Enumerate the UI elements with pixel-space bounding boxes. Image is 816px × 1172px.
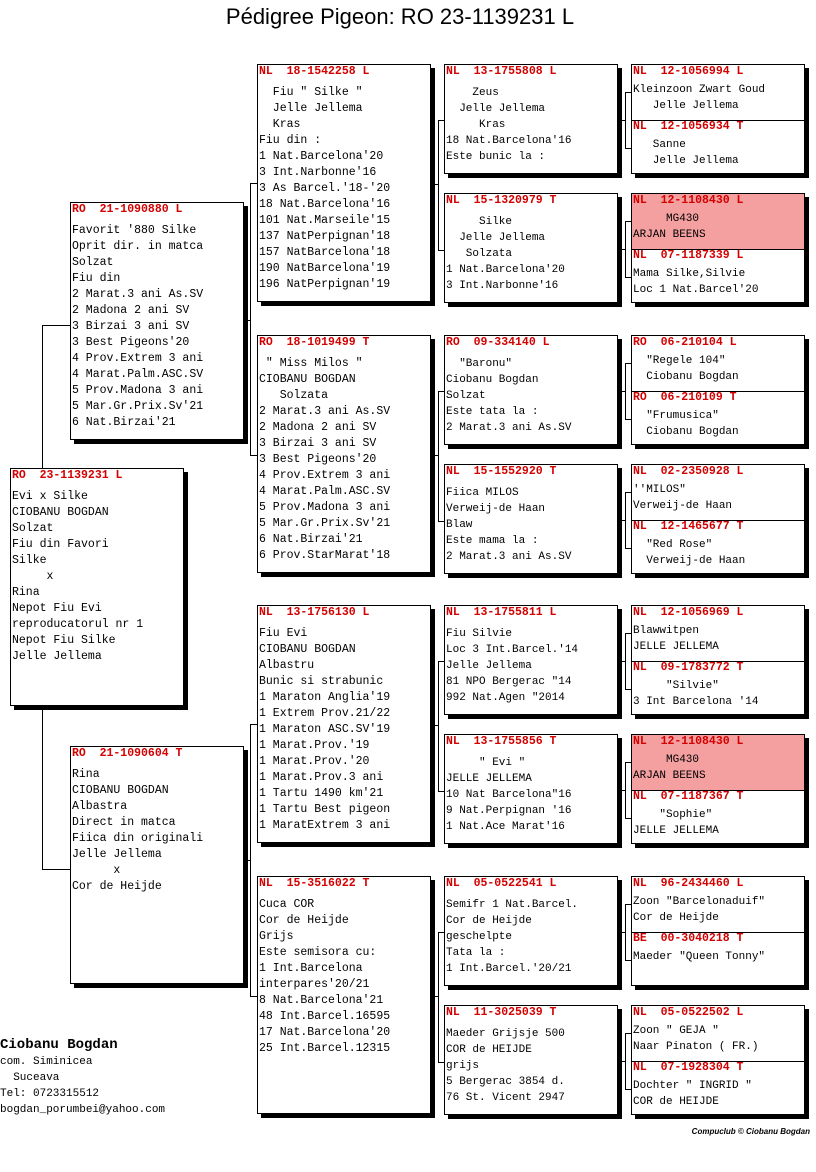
sire-box [70,202,244,440]
pedigree-line: Blawwitpen [633,625,700,637]
pair-divider [632,391,804,392]
connector-line [618,249,625,250]
pedigree-line: Maeder "Queen Tonny" [633,951,766,963]
pedigree-line: 18 Nat.Barcelona'16 [446,135,572,147]
ancestor-bottom [632,249,804,302]
connector-line [431,725,438,726]
pedigree-line: Fiica MILOS [446,487,519,499]
great-great-grandparents-pair [631,193,805,303]
pedigree-line: "Sophie" [633,809,713,821]
connector-line [618,932,625,933]
pedigree-line: 190 NatBarcelona'19 [259,262,391,275]
ancestor-bottom [632,790,804,843]
page-title: Pédigree Pigeon: RO 23-1139231 L [225,4,575,29]
pedigree-line: Dochter " INGRID " [633,1080,752,1092]
connector-line [250,996,257,997]
pedigree-line: 6 Prov.StarMarat'18 [259,549,391,562]
pedigree-line: Cor de Heijde [259,914,349,927]
ring-number: NL 13-1755856 T [446,735,557,748]
connector-line [625,221,626,277]
pedigree-line: Maeder Grijsje 500 [446,1028,565,1040]
pedigree-line: Rina [72,768,100,781]
pedigree-line: 2 Marat.3 ani As.SV [72,288,204,301]
connector-line [438,120,439,250]
great-great-grandparents-pair [631,734,805,844]
pedigree-line: Cor de Heijde [72,880,162,893]
pedigree-line: 1 Tartu Best pigeon [259,803,391,816]
owner-name: Ciobanu Bogdan [0,1037,118,1053]
pedigree-line: 157 NatBarcelona'18 [259,246,391,259]
pedigree-line: Fiu Evi [259,627,308,640]
owner-block [0,1036,165,1118]
ring-number: NL 15-3516022 T [259,877,370,890]
connector-line [438,120,444,121]
pedigree-line: Silke [12,554,47,567]
pedigree-line: MG430 [633,754,700,766]
ring-number: NL 13-1755808 L [446,65,557,78]
great-grandparent-box [444,64,618,174]
pedigree-line: 1 Extrem Prov.21/22 [259,707,391,720]
ring-number: NL 12-1056934 T [633,120,744,133]
pedigree-line: Kleinzoon Zwart Goud [633,84,766,96]
pedigree-line: JELLE JELLEMA [633,825,719,837]
pedigree-line: 3 Int.Narbonne'16 [259,166,377,179]
pedigree-line: Fiu " Silke " [259,86,363,99]
connector-line [438,391,439,521]
ring-number: NL 02-2350928 L [633,465,744,478]
pedigree-line: 2 Madona 2 ani SV [72,304,190,317]
pedigree-line: Fiica din originali [72,832,204,845]
pedigree-line: 76 St. Vicent 2947 [446,1092,565,1104]
pedigree-line: "Baronu" [446,358,513,370]
pedigree-line: Solzata [259,389,329,402]
ring-number: NL 05-0522541 L [446,877,557,890]
pair-divider [632,661,804,662]
ancestor-top [632,336,804,391]
connector-line [625,762,631,763]
connector-line [42,325,43,468]
connector-line [618,391,625,392]
connector-line [250,724,257,725]
pedigree-line: 48 Int.Barcel.16595 [259,1010,391,1023]
pedigree-line: 992 Nat.Agen "2014 [446,692,565,704]
ring-number: RO 21-1090604 T [72,747,183,760]
pedigree-line: Solzat [446,390,486,402]
pedigree-line: grijs [446,1060,480,1072]
ring-number: NL 12-1056994 L [633,65,744,78]
pedigree-line: 3 Int Barcelona '14 [633,696,759,708]
pedigree-line: Nepot Fiu Silke [12,634,116,647]
connector-line [625,363,626,419]
pedigree-line: x [12,570,54,583]
ring-number: NL 09-1783772 T [633,661,744,674]
pedigree-line: Cor de Heijde [633,912,719,924]
pedigree-line: Este bunic la : [446,151,546,163]
pedigree-line: Tata la : [446,947,506,959]
pedigree-line: Jelle Jellema [12,650,102,663]
pedigree-line: 4 Marat.Palm.ASC.SV [72,368,204,381]
pedigree-line: 1 Int.Barcelona [259,962,363,975]
ring-number: RO 18-1019499 T [259,336,370,349]
pair-divider [632,932,804,933]
ring-number: NL 12-1465677 T [633,520,744,533]
connector-line [438,661,444,662]
pedigree-line: 1 Nat.Barcelona'20 [446,264,565,276]
pedigree-line: " Miss Milos " [259,357,363,370]
pedigree-line: Este tata la : [446,406,539,418]
connector-line [625,92,631,93]
pedigree-line: "Frumusica" [633,410,719,422]
pedigree-line: 5 Bergerac 3854 d. [446,1076,565,1088]
connector-line [625,1089,631,1090]
pedigree-line: COR de HEIJDE [446,1044,532,1056]
connector-line [625,818,631,819]
pedigree-line: Ciobanu Bogdan [633,426,739,438]
pedigree-line: Jelle Jellema [72,848,162,861]
ancestor-top [632,465,804,520]
great-grandparent-box [444,193,618,303]
owner-line: com. Siminicea [0,1056,93,1068]
ring-number: NL 12-1108430 L [633,735,744,748]
grandparent-box [257,64,431,302]
pedigree-line: 4 Prov.Extrem 3 ani [72,352,204,365]
ring-number: RO 09-334140 L [446,336,550,349]
pedigree-line: 196 NatPerpignan'19 [259,278,391,291]
connector-line [625,1033,631,1034]
pedigree-line: 6 Nat.Birzai'21 [72,416,176,429]
connector-line [42,706,43,869]
ring-number: NL 11-3025039 T [446,1006,557,1019]
pedigree-line: 4 Prov.Extrem 3 ani [259,469,391,482]
great-great-grandparents-pair [631,1005,805,1115]
connector-line [625,904,631,905]
pedigree-line: MG430 [633,213,700,225]
connector-line [438,1062,444,1063]
connector-line [618,1061,625,1062]
pedigree-line: 9 Nat.Perpignan '16 [446,805,572,817]
great-grandparent-box [444,734,618,844]
great-grandparent-box [444,1005,618,1115]
grandparent-box [257,876,431,1114]
connector-line [438,250,444,251]
pedigree-line: 18 Nat.Barcelona'16 [259,198,391,211]
pedigree-line: Loc 1 Nat.Barcel'20 [633,284,759,296]
pedigree-line: Solzat [12,522,54,535]
pedigree-line: 2 Madona 2 ani SV [259,421,377,434]
pedigree-line: Fiu din : [259,134,322,147]
pedigree-line: ARJAN BEENS [633,229,706,241]
ring-number: NL 13-1755811 L [446,606,557,619]
pedigree-line: 17 Nat.Barcelona'20 [259,1026,391,1039]
pedigree-line: COR de HEIJDE [633,1096,719,1108]
connector-line [431,455,438,456]
pair-divider [632,520,804,521]
ancestor-top [632,735,804,790]
ring-number: BE 00-3040218 T [633,932,744,945]
ring-number: NL 07-1928304 T [633,1061,744,1074]
pedigree-line: Zeus [446,87,499,99]
connector-line [42,325,70,326]
ancestor-top [632,1006,804,1061]
pedigree-line: Blaw [446,519,473,531]
connector-line [438,932,439,1062]
pedigree-line: Fiu din [72,272,121,285]
pair-divider [632,1061,804,1062]
connector-line [438,932,444,933]
ring-number: NL 07-1187367 T [633,790,744,803]
pedigree-line: interpares'20/21 [259,978,370,991]
pedigree-line: 81 NPO Bergerac "14 [446,676,572,688]
pedigree-line: Solzat [72,256,114,269]
pedigree-line: ARJAN BEENS [633,770,706,782]
pedigree-line: Jelle Jellema [446,232,546,244]
great-great-grandparents-pair [631,876,805,986]
pedigree-line: 6 Nat.Birzai'21 [259,533,363,546]
pedigree-line: CIOBANU BOGDAN [12,506,109,519]
great-grandparent-box [444,335,618,445]
pedigree-line: geschelpte [446,931,513,943]
pedigree-line: 5 Mar.Gr.Prix.Sv'21 [259,517,391,530]
pedigree-line: 10 Nat Barcelona"16 [446,789,572,801]
ring-number: NL 05-0522502 L [633,1006,744,1019]
pedigree-line: Zoon " GEJA " [633,1025,719,1037]
great-great-grandparents-pair [631,335,805,445]
ancestor-bottom [632,932,804,985]
pedigree-line: Rina [12,586,40,599]
connector-line [438,391,444,392]
connector-line [438,521,444,522]
connector-line [625,419,631,420]
connector-line [625,1033,626,1089]
grandparent-box [257,335,431,573]
pair-divider [632,249,804,250]
pedigree-line: 1 Maraton Anglia'19 [259,691,391,704]
ring-number: NL 96-2434460 L [633,877,744,890]
pedigree-line: CIOBANU BOGDAN [259,373,356,386]
pedigree-line: Ciobanu Bogdan [633,371,739,383]
connector-line [625,221,631,222]
pair-divider [632,790,804,791]
pedigree-line: 101 Nat.Marseile'15 [259,214,391,227]
pedigree-line: 1 Marat.Prov.'19 [259,739,370,752]
pedigree-line: 137 NatPerpignan'18 [259,230,391,243]
ring-number: NL 07-1187339 L [633,249,744,262]
connector-line [625,277,631,278]
pedigree-line: Jelle Jellema [633,155,739,167]
pedigree-line: Verweij-de Haan [446,503,546,515]
pedigree-line: Evi x Silke [12,490,88,503]
dam-box [70,746,244,984]
pedigree-line: "Regele 104" [633,355,726,367]
great-grandparent-box [444,876,618,986]
pedigree-line: 1 Marat.Prov.3 ani [259,771,384,784]
connector-line [625,548,631,549]
connector-line [250,183,257,184]
connector-line [625,960,631,961]
connector-line [625,633,626,689]
pedigree-line: 3 Best Pigeons'20 [259,453,377,466]
connector-line [244,320,250,321]
connector-line [625,92,626,148]
ring-number: NL 12-1108430 L [633,194,744,207]
pedigree-line: 3 Best Pigeons'20 [72,336,190,349]
pedigree-line: Silke [446,216,513,228]
pedigree-line: Jelle Jellema [633,100,739,112]
pedigree-line: Jelle Jellema [446,660,532,672]
connector-line [431,184,438,185]
connector-line [618,520,625,521]
pedigree-line: Este mama la : [446,535,539,547]
connector-line [250,183,251,455]
pedigree-line: 1 Tartu 1490 km'21 [259,787,384,800]
owner-line: Tel: 0723315512 [0,1088,100,1100]
ring-number: NL 12-1056969 L [633,606,744,619]
great-great-grandparents-pair [631,64,805,174]
pedigree-line: 2 Marat.3 ani As.SV [259,405,391,418]
pedigree-line: Kras [259,118,301,131]
connector-line [250,455,257,456]
pedigree-line: Naar Pinaton ( FR.) [633,1041,759,1053]
pedigree-line: 5 Prov.Madona 3 ani [72,384,204,397]
pedigree-line: 4 Marat.Palm.ASC.SV [259,485,391,498]
pedigree-line: Jelle Jellema [259,102,363,115]
connector-line [625,148,631,149]
connector-line [625,492,631,493]
connector-line [618,120,625,121]
pedigree-line: 1 Nat.Ace Marat'16 [446,821,565,833]
pair-divider [632,120,804,121]
ancestor-bottom [632,661,804,714]
grandparent-box [257,605,431,843]
ancestor-top [632,194,804,249]
ring-number: RO 06-210104 L [633,336,737,349]
pedigree-line: 1 Int.Barcel.'20/21 [446,963,572,975]
great-great-grandparents-pair [631,464,805,574]
great-great-grandparents-pair [631,605,805,715]
great-grandparent-box [444,464,618,574]
connector-line [244,860,250,861]
pedigree-line: 2 Marat.3 ani As.SV [446,551,572,563]
pedigree-line: 8 Nat.Barcelona'21 [259,994,384,1007]
pedigree-line: Semifr 1 Nat.Barcel. [446,899,579,911]
connector-line [438,661,439,791]
pedigree-line: Nepot Fiu Evi [12,602,102,615]
pedigree-line: JELLE JELLEMA [633,641,719,653]
pedigree-line: reproducatorul nr 1 [12,618,144,631]
ring-number: NL 13-1756130 L [259,606,370,619]
pedigree-line: 1 MaratExtrem 3 ani [259,819,391,832]
connector-line [250,724,251,996]
connector-line [625,633,631,634]
pedigree-line: Oprit dir. in matca [72,240,204,253]
pedigree-line: JELLE JELLEMA [446,773,532,785]
pedigree-line: Loc 3 Int.Barcel.'14 [446,644,579,656]
connector-line [438,791,444,792]
pedigree-line: Cor de Heijde [446,915,532,927]
pedigree-line: Solzata [446,248,513,260]
ancestor-top [632,606,804,661]
pedigree-line: CIOBANU BOGDAN [72,784,169,797]
pedigree-line: Jelle Jellema [446,103,546,115]
pedigree-line: 25 Int.Barcel.12315 [259,1042,391,1055]
great-grandparent-box [444,605,618,715]
ring-number: RO 06-210109 T [633,391,737,404]
ancestor-bottom [632,1061,804,1114]
subject-box [10,468,184,706]
owner-line: Suceava [0,1072,60,1084]
connector-line [618,790,625,791]
pedigree-line: 5 Mar.Gr.Prix.Sv'21 [72,400,204,413]
ring-number: NL 18-1542258 L [259,65,370,78]
pedigree-line: Este semisora cu: [259,946,377,959]
pedigree-line: Ciobanu Bogdan [446,374,539,386]
ancestor-bottom [632,520,804,573]
pedigree-line: 3 As Barcel.'18-'20 [259,182,391,195]
connector-line [625,492,626,548]
footer-credit: Compuclub © Ciobanu Bogdan [691,1127,810,1136]
connector-line [618,661,625,662]
pedigree-line: Kras [446,119,506,131]
pedigree-line: "Red Rose" [633,539,713,551]
ancestor-bottom [632,391,804,444]
ring-number: NL 15-1320979 T [446,194,557,207]
ring-number: RO 23-1139231 L [12,469,123,482]
pedigree-line: Albastra [72,800,128,813]
pedigree-line: CIOBANU BOGDAN [259,643,356,656]
pedigree-line: Favorit '880 Silke [72,224,197,237]
ring-number: NL 15-1552920 T [446,465,557,478]
pedigree-line: 1 Maraton ASC.SV'19 [259,723,391,736]
pedigree-line: 1 Nat.Barcelona'20 [259,150,384,163]
pedigree-line: Fiu din Favori [12,538,109,551]
ancestor-bottom [632,120,804,173]
pedigree-line: Verweij-de Haan [633,500,733,512]
ring-number: RO 21-1090880 L [72,203,183,216]
owner-line: bogdan_porumbei@yahoo.com [0,1104,166,1116]
pedigree-line: Zoon "Barcelonaduif" [633,896,766,908]
pedigree-line: 3 Birzai 3 ani SV [259,437,377,450]
pedigree-line: Sanne [633,139,686,151]
pedigree-line: Mama Silke,Silvie [633,268,746,280]
pedigree-line: Grijs [259,930,294,943]
pedigree-line: Direct in matca [72,816,176,829]
pedigree-line: 1 Marat.Prov.'20 [259,755,370,768]
pedigree-line: 3 Birzai 3 ani SV [72,320,190,333]
connector-line [625,904,626,960]
connector-line [625,762,626,818]
pedigree-line: x [72,864,121,877]
pedigree-line: 5 Prov.Madona 3 ani [259,501,391,514]
ancestor-top [632,65,804,120]
connector-line [625,363,631,364]
pedigree-line: Albastru [259,659,315,672]
connector-line [42,869,70,870]
pedigree-line: ''MILOS" [633,484,686,496]
pedigree-line: 2 Marat.3 ani As.SV [446,422,572,434]
pedigree-line: Cuca COR [259,898,315,911]
ancestor-top [632,877,804,932]
pedigree-line: "Silvie" [633,680,719,692]
connector-line [431,996,438,997]
pedigree-line: Fiu Silvie [446,628,513,640]
connector-line [625,689,631,690]
pedigree-line: Bunic si strabunic [259,675,384,688]
pedigree-line: Verweij-de Haan [633,555,746,567]
pedigree-line: " Evi " [446,757,526,769]
pedigree-line: 3 Int.Narbonne'16 [446,280,559,292]
